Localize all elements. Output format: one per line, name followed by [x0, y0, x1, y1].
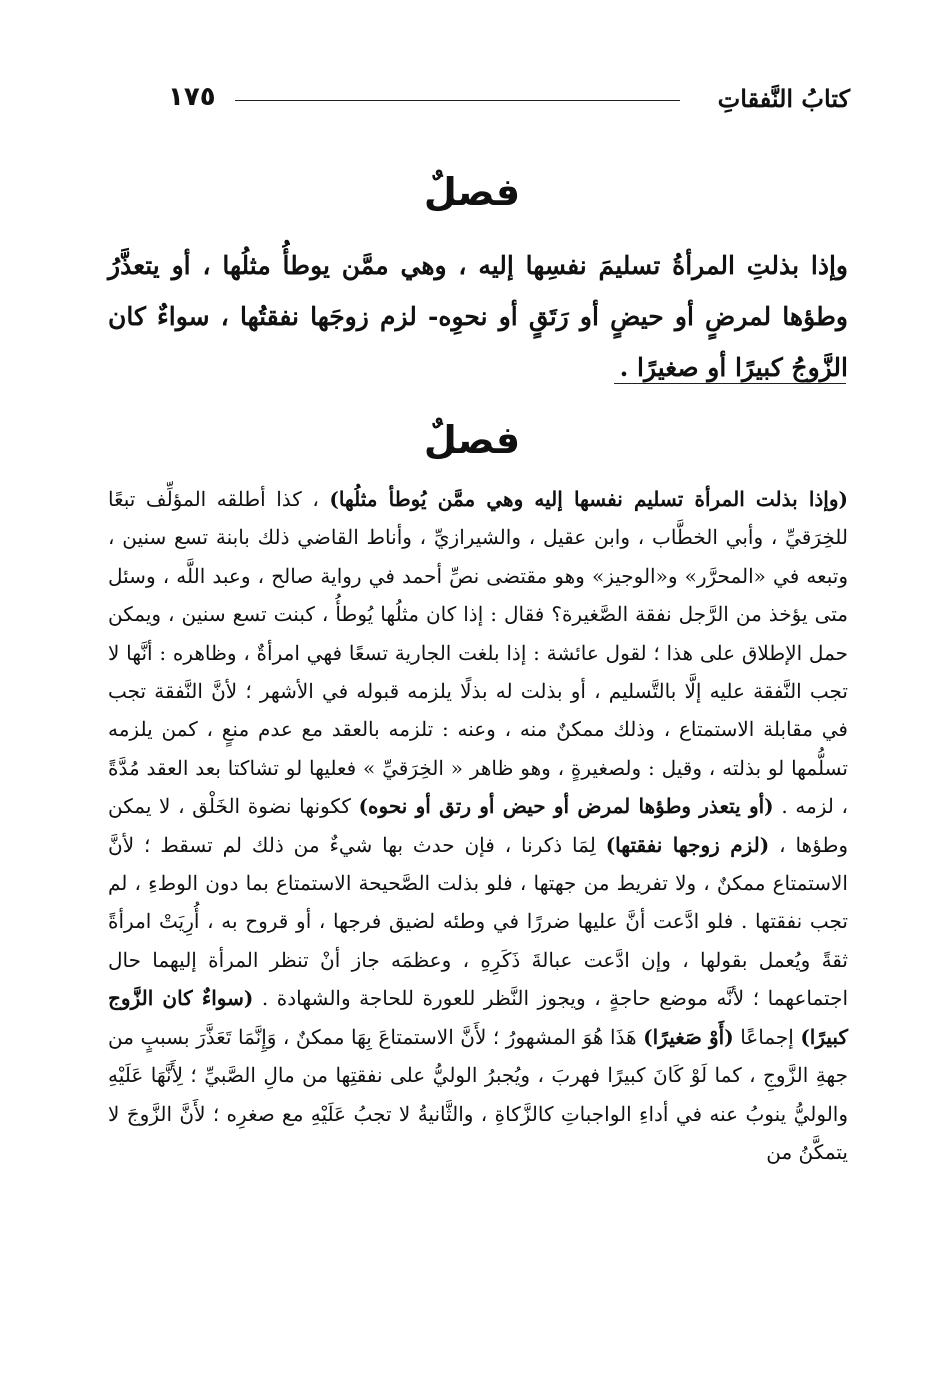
commentary-segment: ككونها نضوة الخَلْق ، لا يمكن وطؤها ،: [108, 794, 849, 857]
quoted-matn: (سواءٌ كان الزَّوج كبيرًا): [108, 986, 848, 1049]
quoted-matn: (وإذا بذلت المرأة تسليم نفسها إليه وهي ممَّن يُوطأ مثلُها): [329, 487, 848, 511]
section-heading: فصلٌ: [423, 418, 521, 462]
quoted-matn: (أَوْ صَغيرًا): [643, 1024, 734, 1049]
quoted-matn: (لزم زوجها نفقتها): [605, 832, 770, 857]
commentary-segment: لِمَا ذكرنا ، فإن حدث بها شيءٌ من ذلك لم تسقط ؛ لأنَّ الاستمتاع ممكنٌ ، ولا تفريط من جهتها ، فلو بذلت الصَّحيحة الاستمتاع بما دون الوطءِ ، لم تجب نفقتها . فلو ادَّعت أنَّ عليها ضررًا في وطئه لضيق فرجها ، أو قروح به ، أُرِيَتْ امرأةً ثقةً ويُعمل بقولها ، وإن ادَّعت عبالةَ ذَكَرِهِ ، وعظمَه جاز أنْ تنظر المرأة إليهما حال اجتماعهما ؛ لأنَّه موضع حاجةٍ ، ويجوز النَّظر للعورة للحاجة والشهادة .: [108, 832, 849, 1011]
section-heading: فصلٌ: [423, 170, 521, 214]
commentary-segment: هَذَا هُوَ المشهورُ ؛ لأَنَّ الاستمتاعَ بِهَا ممكنٌ ، وَإِنَّمَا تَعَذَّرَ بسببٍ من جهةِ الزَّوجِ ، كما لَوْ كَانَ كبيرًا فهربَ ، ويُجبرُ الوليُّ على نفقتِها من مالِ الصَّبيِّ ؛ لِأَنَّهَا عَلَيْهِ والوليُّ ينوبُ عنه في أداءِ الواجباتِ كالزَّكاةِ ، والثَّانيةُ لا تجبُ عَلَيْهِ مع صغرِه ؛ لأَنَّ الزَّوجَ لا يتمكَّنُ من: [108, 1024, 848, 1164]
page-header: [160, 78, 850, 118]
matn-separator-rule: [614, 383, 846, 384]
commentary-segment: إجماعًا: [733, 1024, 801, 1049]
running-head: كتابُ النَّفقاتِ: [717, 84, 850, 113]
commentary-text: [108, 480, 848, 1171]
header-rule: [235, 100, 680, 101]
matn-text: وإذا بذلتِ المرأةُ تسليمَ نفسِها إليه ، وهي ممَّن يوطأُ مثلُها ، أو يتعذَّرُ وطؤها لمرضٍ أو حيضٍ أو رَتَقٍ أو نحوِه- لزم زوجَها نفقتُها ، سواءٌ كان الزَّوجُ كبيرًا أو صغيرًا .: [108, 251, 848, 382]
commentary-segment: ، كذا أطلقه المؤلِّف تبعًا للخِرَقيِّ ، وأبي الخطَّاب ، وابن عقيل ، والشيرازيِّ ، وأناط القاضي ذلك بابنة تسع سنين ، وتبعه في «المحرَّر» و«الوجيز» وهو مقتضى نصِّ أحمد في رواية صالح ، وعبد اللَّه ، وسئل متى يؤخذ من الرَّجل نفقة الصَّغيرة؟ فقال : إذا كان مثلُها يُوطأُ ، كبنت تسع سنين ، ويمكن حمل الإطلاق على هذا ؛ لقول عائشة : إذا بلغت الجارية تسعًا فهي امرأةٌ ، وظاهره : أنَّها لا تجب النَّفقة عليه إلَّا بالتَّسليم ، أو بذلت له بذلًا يلزمه قبوله في الأشهر ؛ لأنَّ النَّفقة تجب في مقابلة الاستمتاع ، وذلك ممكنٌ منه ، وعنه : تلزمه بالعقد مع عدم منعٍ ، كمن يلزمه تسلُّمها لو بذلته ، وقيل : ولصغيرةٍ ، وهو ظاهر « الخِرَقيِّ » فعليها لو تشاكتا بعد العقد مُدَّةً ، لزمه .: [108, 487, 849, 819]
quoted-matn: (أو يتعذر وطؤها لمرض أو حيض أو رتق أو نحوه): [358, 794, 774, 819]
page-number: ١٧٥: [168, 82, 216, 112]
